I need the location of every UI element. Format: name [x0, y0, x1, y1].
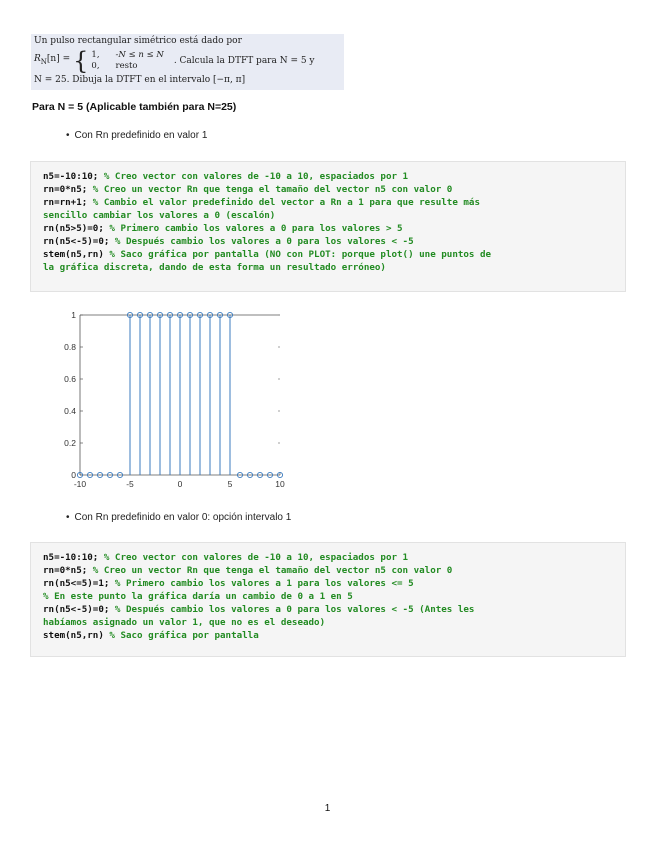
code-comment: % Creo vector con valores de -10 a 10, espaciados por 1: [103, 552, 409, 563]
code-text: n5=-10:10;: [43, 171, 104, 182]
case2-value: 0,: [91, 61, 100, 71]
code-line: [43, 235, 613, 248]
stem-chart: [42, 303, 302, 498]
code-comment: % Cambio el valor predefinido del vector a Rn a 1 para que resulte más: [92, 197, 480, 208]
code-comment: % Después cambio los valores a 0 para los valores < -5 (Antes les: [114, 604, 475, 615]
case2-condition: resto: [115, 61, 138, 71]
code-line: [43, 551, 613, 564]
problem-line-3: N = 25. Dibuja la DTFT en el intervalo [−π, π]: [34, 75, 246, 85]
code-comment: la gráfica discreta, dando de esta forma un resultado erróneo): [43, 262, 386, 273]
bullet-item: • Con Rn predefinido en valor 0: opción intervalo 1: [66, 512, 292, 523]
code-line: [43, 629, 613, 642]
y-tick-label: 0.4: [64, 406, 76, 416]
x-tick-label: -10: [73, 479, 87, 489]
problem-cases: [91, 50, 163, 72]
x-tick-label: 0: [177, 479, 183, 489]
x-tick-label: 5: [227, 479, 233, 489]
code-line: [43, 248, 613, 261]
code-comment: % Creo un vector Rn que tenga el tamaño del vector n5 con valor 0: [92, 184, 453, 195]
code-block: [30, 542, 626, 657]
problem-lhs: $R_N[n]$ =: [34, 54, 71, 66]
code-line: [43, 564, 613, 577]
problem-line-1: Un pulso rectangular simétrico está dado por: [34, 36, 242, 46]
code-comment: % Después cambio los valores a 0 para los valores < -5: [114, 236, 414, 247]
code-line: [43, 261, 613, 274]
code-block: [30, 161, 626, 292]
code-text: rn(n5<-5)=0;: [43, 604, 115, 615]
code-line: [43, 222, 613, 235]
code-text: rn(n5>5)=0;: [43, 223, 110, 234]
code-text: rn(n5<=5)=1;: [43, 578, 115, 589]
y-tick-label: 0.2: [64, 438, 76, 448]
code-comment: % Creo un vector Rn que tenga el tamaño del vector n5 con valor 0: [92, 565, 453, 576]
section-heading: Para N = 5 (Aplicable también para N=25): [32, 101, 237, 113]
y-tick-label: 0.8: [64, 342, 76, 352]
code-comment: % Primero cambio los valores a 1 para los valores <= 5: [114, 578, 414, 589]
code-text: stem(n5,rn): [43, 630, 110, 641]
x-tick-label: 10: [275, 479, 285, 489]
problem-definition: [34, 48, 341, 74]
code-line: [43, 183, 613, 196]
y-tick-label: 0: [71, 470, 76, 480]
code-comment: % Saco gráfica por pantalla: [109, 630, 259, 641]
code-line: [43, 616, 613, 629]
code-line: [43, 577, 613, 590]
code-text: rn=0*n5;: [43, 184, 93, 195]
brace-symbol: {: [73, 47, 89, 75]
code-text: stem(n5,rn): [43, 249, 110, 260]
code-line: [43, 170, 613, 183]
code-line: [43, 603, 613, 616]
problem-statement: [31, 34, 344, 90]
code-comment: % En este punto la gráfica daría un cambio de 0 a 1 en 5: [43, 591, 353, 602]
code-line: [43, 196, 613, 209]
problem-tail: . Calcula la DTFT para N = 5 y: [173, 55, 315, 66]
code-text: rn=rn+1;: [43, 197, 93, 208]
code-comment: % Primero cambio los valores a 0 para los valores > 5: [109, 223, 403, 234]
y-tick-label: 0.6: [64, 374, 76, 384]
code-text: n5=-10:10;: [43, 552, 104, 563]
case1-condition: -N ≤ n ≤ N: [115, 50, 164, 60]
code-comment: sencillo cambiar los valores a 0 (escalón): [43, 210, 276, 221]
page-number: 1: [324, 803, 331, 814]
code-text: rn(n5<-5)=0;: [43, 236, 115, 247]
bullet-item: • Con Rn predefinido en valor 1: [66, 130, 208, 141]
code-comment: % Creo vector con valores de -10 a 10, espaciados por 1: [103, 171, 409, 182]
code-text: rn=0*n5;: [43, 565, 93, 576]
code-line: [43, 590, 613, 603]
code-line: [43, 209, 613, 222]
x-tick-label: -5: [126, 479, 134, 489]
y-tick-label: 1: [71, 310, 76, 320]
case1-value: 1,: [91, 50, 100, 60]
code-comment: % Saco gráfica por pantalla (NO con PLOT: porque plot() une puntos de: [109, 249, 492, 260]
code-comment: habíamos asignado un valor 1, que no es el deseado): [43, 617, 326, 628]
